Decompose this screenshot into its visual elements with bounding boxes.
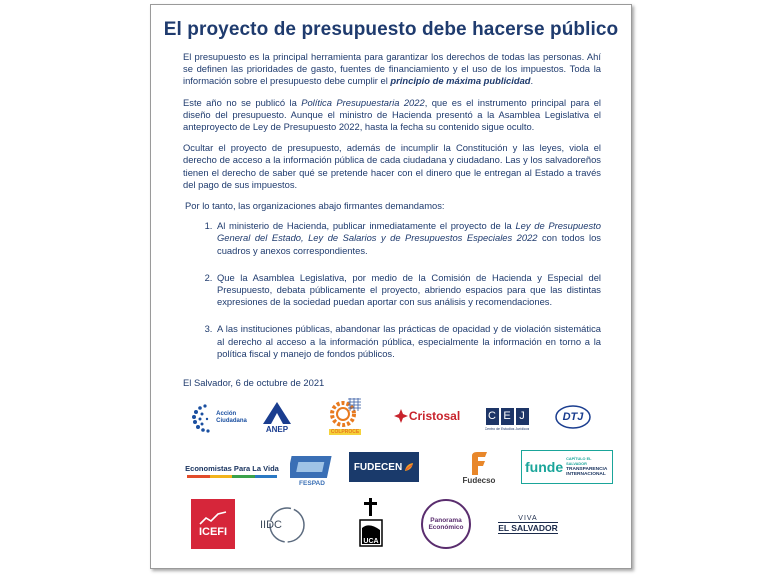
paragraph-2: Este año no se publicó la Política Presupuestaria 2022, que es el instrumento principal para el diseño del presupuesto. Aunque el ministro de Hacienda presentó a la Asamblea Legislativa el anteproyecto de Ley de Presupuesto 2022, hasta la fecha su contenido sigue oculto. <box>183 96 601 133</box>
document-page <box>150 4 632 569</box>
logo-icefi: ICEFI <box>191 499 235 549</box>
logo-colproce: COLPROCE <box>323 395 367 437</box>
logo-economistas-para-la-vida: Economistas Para La Vida <box>183 462 281 480</box>
document-date: El Salvador, 6 de octubre de 2021 <box>183 377 325 388</box>
document-body <box>183 51 601 375</box>
accion-ciudadana-dots-icon <box>191 403 213 433</box>
fespad-emblem-icon <box>290 454 334 480</box>
cristosal-star-icon <box>394 409 408 423</box>
colproce-gear-icon <box>328 397 362 429</box>
logo-dtj: DTJ <box>553 403 593 431</box>
logo-iidc: IIDC <box>251 504 325 546</box>
demands-list <box>183 220 601 360</box>
demand-3: 3. A las instituciones públicas, abandonar las prácticas de opacidad y de violación sistemática al derecho al acceso a la información pública, especialmente la información en torno a la política fiscal y manejo de fondos públicos. <box>215 323 601 360</box>
logo-panorama-economico: Panorama Económico <box>421 499 471 549</box>
paragraph-3: Ocultar el proyecto de presupuesto, además de incumplir la Constitución y las leyes, viola el derecho de acceso a la información pública de cada ciudadana y ciudadano. Las y los salvadoreños tienen el derecho de saber qué se pretende hacer con el dinero que le entregan al Estado a través del pago de sus impuestos. <box>183 142 601 190</box>
emphasis-politica-presupuestaria: Política Presupuestaria 2022 <box>301 96 425 108</box>
anep-triangle-icon <box>262 401 292 425</box>
logo-fespad: FESPAD <box>287 451 337 489</box>
emphasis-ley-presupuesto: Ley de Presupuesto General del Estado, Ley de Salarios y de Presupuestos Especiales 2022 <box>217 220 601 244</box>
logo-funde: funde CAPÍTULO EL SALVADOR TRANSPARENCIA INTERNACIONAL <box>521 450 613 484</box>
logo-cristosal: Cristosal <box>391 406 463 426</box>
logo-accion-ciudadana: Acción Ciudadana <box>187 400 251 436</box>
icefi-chart-icon <box>198 510 228 526</box>
fudecso-f-icon <box>467 450 491 476</box>
logo-viva-el-salvador: VIVA EL SALVADOR <box>498 514 558 533</box>
logo-fudecso: Fudecso <box>457 447 501 487</box>
paragraph-1: El presupuesto es la principal herramienta para garantizar los derechos de todas las personas. Ahí se definen las prioridades de gasto, fuentes de financiamiento y el uso de los impuestos. Toda la información sobre el presupuesto debe cumplir el principio de máxima publicidad. <box>183 51 601 87</box>
demand-1: 1. Al ministerio de Hacienda, publicar inmediatamente el proyecto de la Ley de Presupuesto General del Estado, Ley de Salarios y de Presupuestos Especiales 2022 con todos los cuadros y anexos correspondientes. <box>215 220 601 257</box>
logo-anep: ANEP <box>257 398 297 436</box>
fudecen-leaf-icon <box>404 462 414 472</box>
logo-cej: C E J Centro de Estudios Jurídicos <box>485 409 529 431</box>
logo-fudecen: FUDECEN <box>349 452 419 482</box>
document-title: El proyecto de presupuesto debe hacerse público <box>163 19 619 40</box>
demand-2: 2. Que la Asamblea Legislativa, por medio de la Comisión de Hacienda y Especial del Presupuesto, debata públicamente el proyecto, abriendo espacios para que las distintas expresiones de la sociedad puedan aportar con sus análisis y recomendaciones. <box>215 272 601 309</box>
emphasis-maxima-publicidad: principio de máxima publicidad <box>390 75 531 87</box>
demands-intro: Por lo tanto, las organizaciones abajo firmantes demandamos: <box>185 200 445 212</box>
logo-uca: UCA <box>353 497 389 549</box>
